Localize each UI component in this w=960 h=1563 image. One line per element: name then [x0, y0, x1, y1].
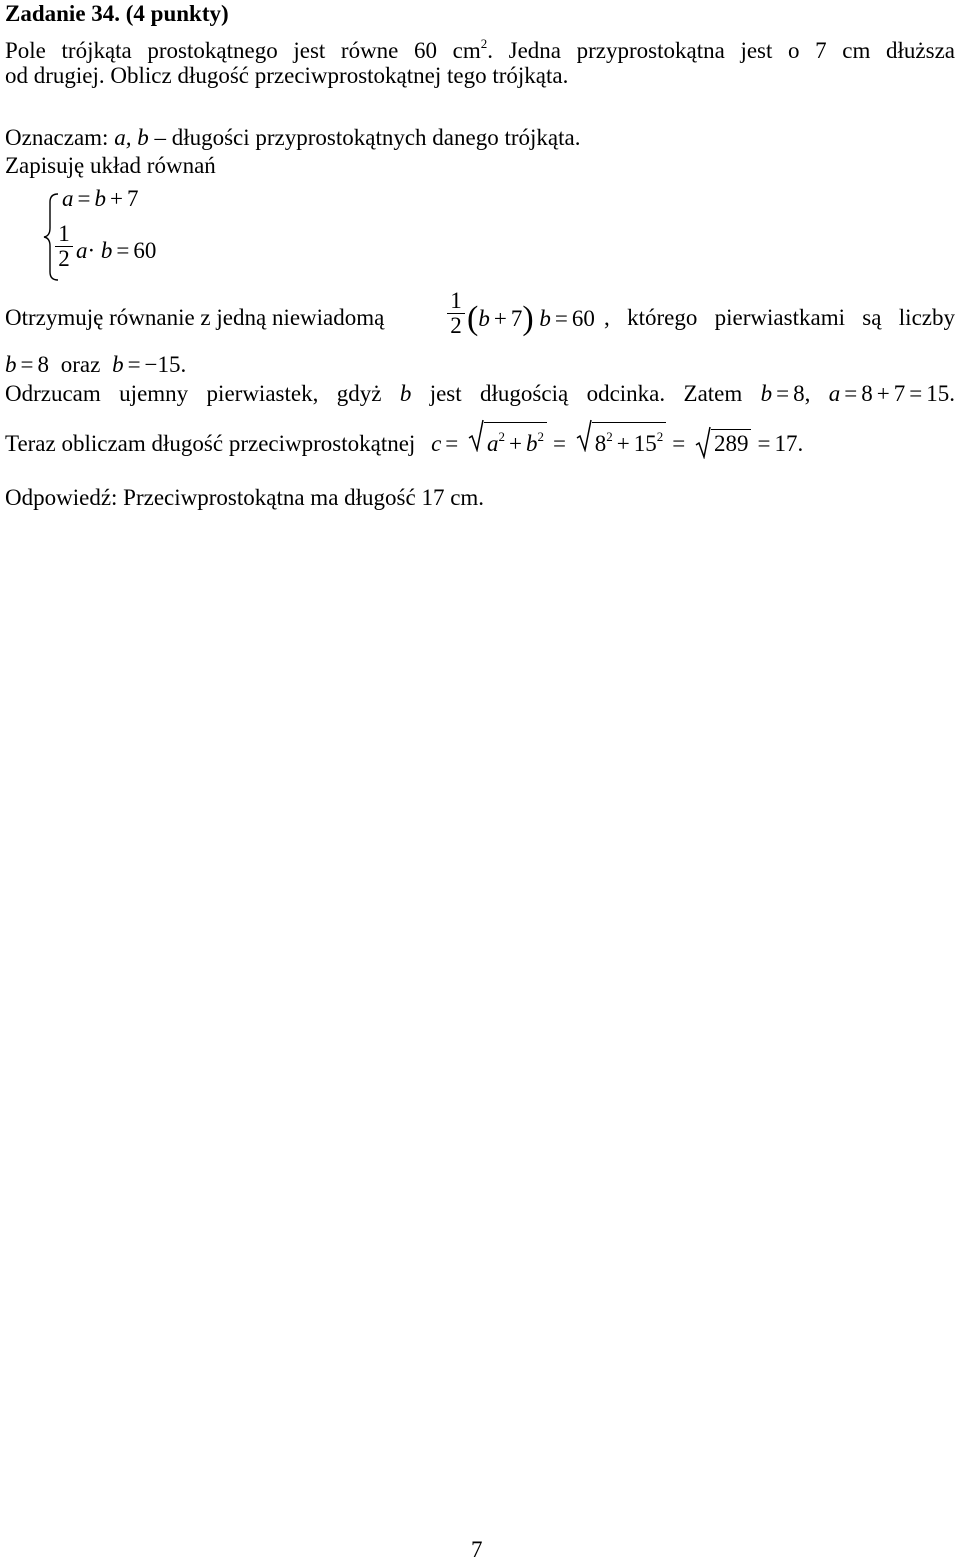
single-eq-numerator: 1 [450, 288, 462, 313]
hyp-plus-2: + [616, 431, 630, 456]
final-a-equals: = [844, 381, 858, 406]
hyp-fifteen-exponent: 2 [656, 429, 664, 444]
hypotenuse-line [5, 422, 803, 458]
hyp-a-exponent: 2 [498, 429, 506, 444]
hyp-b: b [526, 431, 538, 456]
hyp-text: Teraz obliczam długość przeciwprostokątnej [5, 431, 416, 456]
single-eq-b2: b [539, 306, 551, 331]
single-eq-fraction [447, 289, 465, 338]
final-a-period: . [949, 381, 955, 406]
eq2-numerator: 1 [58, 221, 70, 246]
hyp-period: . [797, 431, 804, 456]
page-number: 7 [471, 1537, 483, 1562]
final-b-var: b [760, 381, 773, 406]
hyp-c: c [431, 431, 442, 456]
roots-period: . [180, 352, 187, 377]
reject-line [5, 380, 955, 408]
single-eq-denominator: 2 [450, 313, 462, 338]
eq1-seven: 7 [126, 186, 139, 211]
eq1-lhs: a [62, 186, 74, 211]
roots-intro: , którego pierwiastkami są liczby [604, 305, 955, 330]
single-eq-expression [467, 300, 595, 338]
single-eq-plus: + [493, 306, 507, 331]
system-intro: Zapisuję układ równań [5, 153, 216, 178]
final-a-part1: 8 [861, 381, 873, 406]
eq1-var-b: b [94, 186, 106, 211]
hyp-equals-4: = [757, 431, 771, 456]
sqrt-289 [695, 429, 752, 458]
roots-conjunction: oraz [60, 352, 101, 377]
answer-line: Odpowiedź: Przeciwprostokątna ma długość 17 cm. [5, 485, 485, 510]
final-b-value: 8 [793, 381, 805, 406]
task-line-1 [5, 30, 955, 65]
hyp-equals-3: = [672, 431, 686, 456]
sqrt-sum-squares [468, 422, 547, 458]
hyp-plus-1: + [509, 431, 522, 456]
task-text-1b: . Jedna przyprostokątna jest o 7 cm dłuższa [487, 38, 955, 63]
eq2-sixty: 60 [133, 238, 157, 263]
eq2-var-a: a [76, 238, 88, 263]
hyp-eight-exponent: 2 [606, 429, 613, 444]
task-title: Zadanie 34. (4 punkty) [5, 1, 229, 26]
hyp-eight: 8 [594, 431, 607, 456]
eq1-equals: = [77, 186, 91, 211]
hyp-equals-1: = [445, 431, 459, 456]
task-line-2: od drugiej. Oblicz długość przeciwprostokątnej tego trójkąta. [5, 63, 569, 88]
final-a-value: 15 [926, 381, 950, 406]
notation-vars: a, b [114, 125, 149, 150]
roots-line [5, 351, 186, 379]
sqrt-sign-icon [695, 425, 711, 459]
hyp-fifteen: 15 [633, 431, 657, 456]
single-eq-b1: b [478, 306, 490, 331]
reject-var: b [399, 381, 412, 406]
hyp-289: 289 [713, 431, 749, 456]
eq2-equals: = [116, 238, 130, 263]
single-eq-rparen: ) [522, 300, 534, 337]
root2-value: −15 [144, 352, 181, 377]
eq2-fraction [55, 222, 73, 271]
root2-equals: = [127, 352, 141, 377]
final-b-comma: , [804, 381, 811, 406]
reject-text-2: jest długością odcinka. Zatem [429, 381, 743, 406]
single-eq-text: Otrzymuję równanie z jedną niewiadomą [5, 305, 385, 330]
notation-text-a: Oznaczam: [5, 125, 109, 150]
root1-value: 8 [37, 352, 49, 377]
eq2-var-b: b [100, 238, 113, 263]
task-text-1a: Pole trójkąta prostokątnego jest równe [5, 38, 399, 63]
root1-equals: = [20, 352, 34, 377]
system-equation-1 [62, 186, 138, 212]
hyp-equals-2: = [553, 431, 566, 456]
notation-text-b: – długości przyprostokątnych danego trójkąta. [154, 125, 581, 150]
final-b-equals: = [776, 381, 790, 406]
sqrt-sign-icon [468, 418, 484, 452]
eq2-dot: · [87, 238, 96, 263]
single-eq-sixty: 60 [571, 306, 595, 331]
notation-line [5, 124, 580, 152]
hyp-b-exponent: 2 [537, 429, 544, 444]
final-a-equals-2: = [909, 381, 923, 406]
final-a-part2: 7 [893, 381, 906, 406]
single-eq-lparen: ( [467, 300, 479, 337]
sqrt-sign-icon [576, 418, 592, 452]
single-eq-equals: = [554, 306, 568, 331]
hyp-a: a [487, 431, 499, 456]
eq1-plus: + [109, 186, 123, 211]
root2-var: b [112, 352, 124, 377]
final-a-var: a [828, 381, 841, 406]
hyp-seventeen: 17 [774, 431, 798, 456]
sqrt-numeric-squares [576, 422, 666, 458]
root1-var: b [5, 352, 17, 377]
task-area-value: 60 cm [414, 38, 481, 63]
task-area-exponent: 2 [480, 36, 488, 51]
system-equation-2 [76, 238, 156, 264]
final-a-plus: + [876, 381, 890, 406]
single-eq-seven: 7 [510, 306, 523, 331]
eq2-denominator: 2 [58, 246, 70, 271]
reject-text-1: Odrzucam ujemny pierwiastek, gdyż [5, 381, 382, 406]
